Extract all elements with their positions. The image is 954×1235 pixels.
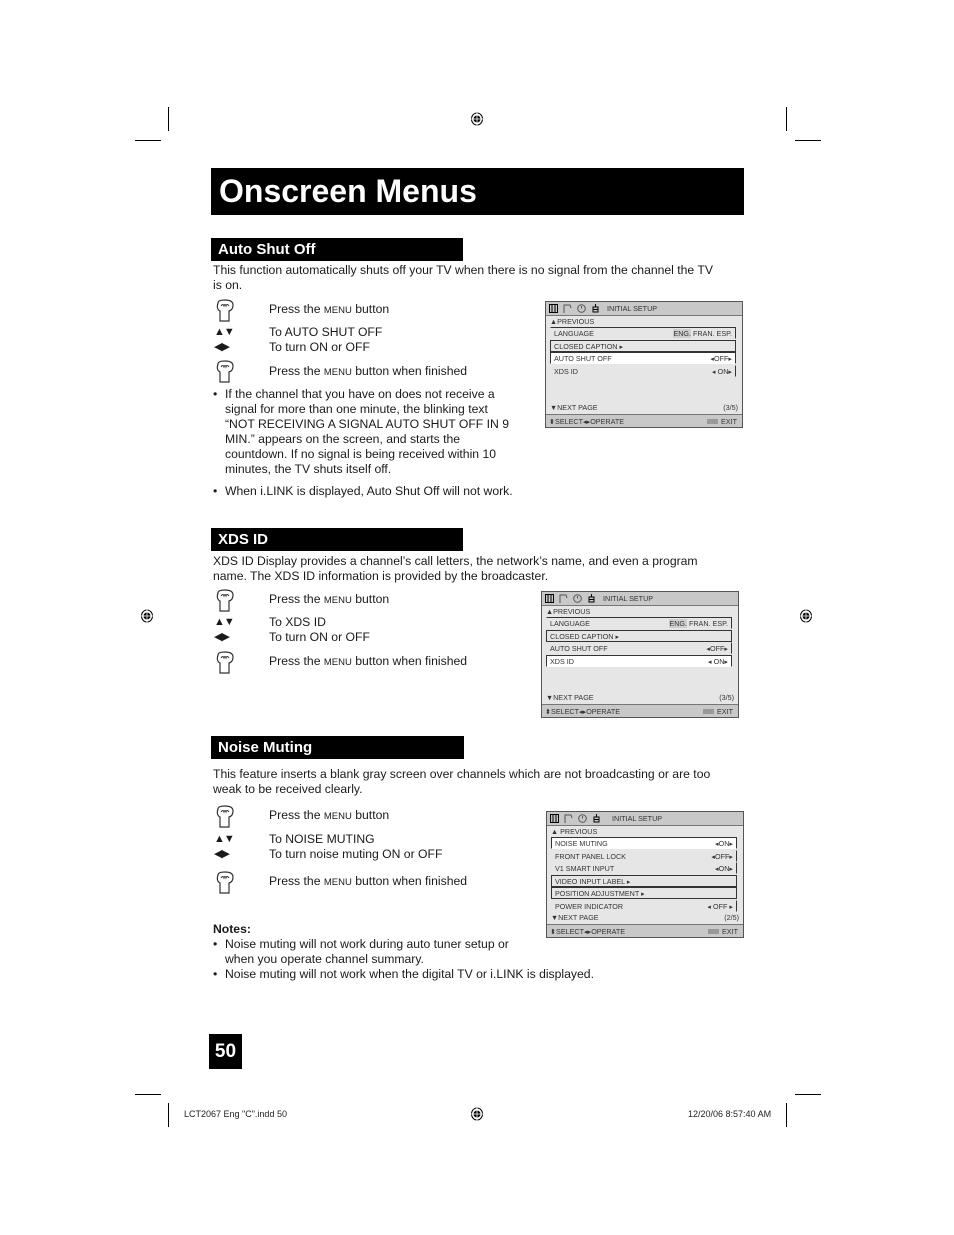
tv-menu-row: V1 SMART INPUT ◂ON▸	[551, 862, 737, 874]
step-press-menu: Press the MENU button	[269, 808, 390, 822]
tv-menu-row-selected: XDS ID ◂ ON▸	[546, 655, 732, 667]
tv-menu-title: INITIAL SETUP	[607, 304, 658, 313]
slug-filename: LCT2067 Eng "C".indd 50	[184, 1109, 287, 1119]
page-number: 50	[209, 1034, 242, 1069]
hand-press-icon	[213, 360, 237, 384]
hand-press-icon	[213, 805, 237, 829]
picture-tab-icon	[545, 594, 554, 603]
crop-mark	[786, 1103, 787, 1127]
tv-menu-header	[542, 592, 738, 606]
menu-button-icon	[707, 419, 718, 424]
setup-tab-icon	[592, 814, 601, 823]
crop-mark	[795, 1094, 821, 1095]
step-press-menu-finish: Press the MENU button when finished	[269, 874, 468, 888]
notes-list	[213, 967, 633, 982]
tv-menu-next: ▼NEXT PAGE (2/5)	[551, 913, 739, 922]
tv-menu-footer: ⬍SELECT◂▸OPERATE EXIT	[547, 924, 743, 937]
crop-mark	[786, 107, 787, 131]
up-down-arrows-icon: ▲▼	[214, 616, 234, 628]
left-right-arrows-icon: ◀▶	[214, 631, 229, 643]
registration-mark-icon	[470, 111, 484, 127]
hand-press-icon	[213, 299, 237, 323]
bullet-item: • If the channel that you have on does not receive a signal for more than one minute, the blinking text “NOT RECEIVING A SIGNAL AUTO SHUT OFF IN 9 MIN.” appears on the screen, and starts the countdown. If no signal is being received within 10 minutes, the TV shuts itself off.	[213, 387, 513, 477]
bullet-list	[213, 484, 543, 499]
tv-menu-next: ▼NEXT PAGE (3/5)	[546, 693, 734, 702]
sound-tab-icon	[563, 304, 572, 313]
sound-tab-icon	[559, 594, 568, 603]
registration-mark-icon	[799, 608, 813, 624]
section-intro: This function automatically shuts off your TV when there is no signal from the channel the TV is on.	[213, 263, 713, 292]
hand-press-icon	[213, 589, 237, 613]
tv-menu-row-selected: AUTO SHUT OFF ◂OFF▸	[550, 352, 736, 364]
notes-list	[213, 937, 533, 967]
clock-tab-icon	[577, 304, 586, 313]
tv-menu-row: AUTO SHUT OFF ◂OFF▸	[546, 642, 732, 654]
tv-menu-row: VIDEO INPUT LABEL ▸	[551, 875, 737, 887]
tv-menu-row: XDS ID ◂ ON▸	[550, 365, 736, 377]
tv-menu-header	[547, 812, 743, 826]
step-press-menu: Press the MENU button	[269, 302, 390, 316]
registration-mark-icon	[140, 608, 154, 624]
bullet-item: • When i.LINK is displayed, Auto Shut Off will not work.	[213, 484, 543, 499]
tv-menu-screenshot	[546, 811, 744, 938]
clock-tab-icon	[573, 594, 582, 603]
step-toggle: To turn noise muting ON or OFF	[269, 847, 443, 861]
tv-menu-row: CLOSED CAPTION ▸	[546, 630, 732, 642]
up-down-arrows-icon: ▲▼	[214, 326, 234, 338]
tv-menu-next: ▼NEXT PAGE (3/5)	[550, 403, 738, 412]
picture-tab-icon	[549, 304, 558, 313]
note-item: • Noise muting will not work during auto tuner setup or when you operate channel summary.	[213, 937, 533, 967]
step-select-item: To AUTO SHUT OFF	[269, 325, 383, 339]
tv-menu-row: POSITION ADJUSTMENT ▸	[551, 887, 737, 899]
tv-menu-previous: ▲ PREVIOUS	[551, 827, 598, 836]
crop-mark	[168, 107, 169, 131]
tv-menu-row: CLOSED CAPTION ▸	[550, 340, 736, 352]
section-heading-auto-shut-off: Auto Shut Off	[211, 238, 463, 261]
hand-press-icon	[213, 651, 237, 675]
step-press-menu-finish: Press the MENU button when finished	[269, 364, 468, 378]
crop-mark	[135, 1094, 161, 1095]
left-right-arrows-icon: ◀▶	[214, 341, 229, 353]
section-heading-xds-id: XDS ID	[211, 528, 463, 551]
tv-menu-row: FRONT PANEL LOCK ◂OFF▸	[551, 850, 737, 862]
section-heading-noise-muting: Noise Muting	[211, 736, 464, 759]
section-intro: XDS ID Display provides a channel’s call letters, the network’s name, and even a program name. The XDS ID information is provided by the broadcaster.	[213, 554, 698, 583]
registration-mark-icon	[470, 1106, 484, 1122]
notes-heading: Notes:	[213, 922, 251, 936]
tv-menu-row: LANGUAGE ENG. FRAN. ESP.	[546, 617, 732, 629]
menu-button-icon	[708, 929, 719, 934]
step-select-item: To NOISE MUTING	[269, 832, 375, 846]
tv-menu-row: POWER INDICATOR ◂ OFF ▸	[551, 900, 737, 912]
section-intro: This feature inserts a blank gray screen over channels which are not broadcasting or are too weak to be received clearly.	[213, 767, 711, 796]
menu-button-icon	[703, 709, 714, 714]
setup-tab-icon	[591, 304, 600, 313]
tv-menu-title: INITIAL SETUP	[612, 814, 663, 823]
tv-menu-header	[546, 302, 742, 316]
tv-menu-previous: ▲PREVIOUS	[546, 607, 591, 616]
left-right-arrows-icon: ◀▶	[214, 848, 229, 860]
step-toggle: To turn ON or OFF	[269, 630, 370, 644]
tv-menu-previous: ▲PREVIOUS	[550, 317, 595, 326]
crop-mark	[795, 140, 821, 141]
tv-menu-title: INITIAL SETUP	[603, 594, 654, 603]
tv-menu-row: LANGUAGE ENG. FRAN. ESP.	[550, 327, 736, 339]
up-down-arrows-icon: ▲▼	[214, 833, 234, 845]
hand-press-icon	[213, 871, 237, 895]
tv-menu-footer: ⬍SELECT◂▸OPERATE EXIT	[546, 414, 742, 427]
sound-tab-icon	[564, 814, 573, 823]
page-title: Onscreen Menus	[211, 168, 744, 215]
crop-mark	[135, 140, 161, 141]
step-toggle: To turn ON or OFF	[269, 340, 370, 354]
tv-menu-screenshot	[541, 591, 739, 718]
crop-mark	[168, 1103, 169, 1127]
step-press-menu: Press the MENU button	[269, 592, 390, 606]
bullet-list	[213, 387, 513, 477]
tv-menu-footer: ⬍SELECT◂▸OPERATE EXIT	[542, 704, 738, 717]
note-item: • Noise muting will not work when the digital TV or i.LINK is displayed.	[213, 967, 633, 982]
step-select-item: To XDS ID	[269, 615, 326, 629]
step-press-menu-finish: Press the MENU button when finished	[269, 654, 468, 668]
clock-tab-icon	[578, 814, 587, 823]
tv-menu-screenshot	[545, 301, 743, 428]
picture-tab-icon	[550, 814, 559, 823]
slug-timestamp: 12/20/06 8:57:40 AM	[688, 1109, 772, 1119]
tv-menu-row-selected: NOISE MUTING ◂ON▸	[551, 837, 737, 849]
setup-tab-icon	[587, 594, 596, 603]
